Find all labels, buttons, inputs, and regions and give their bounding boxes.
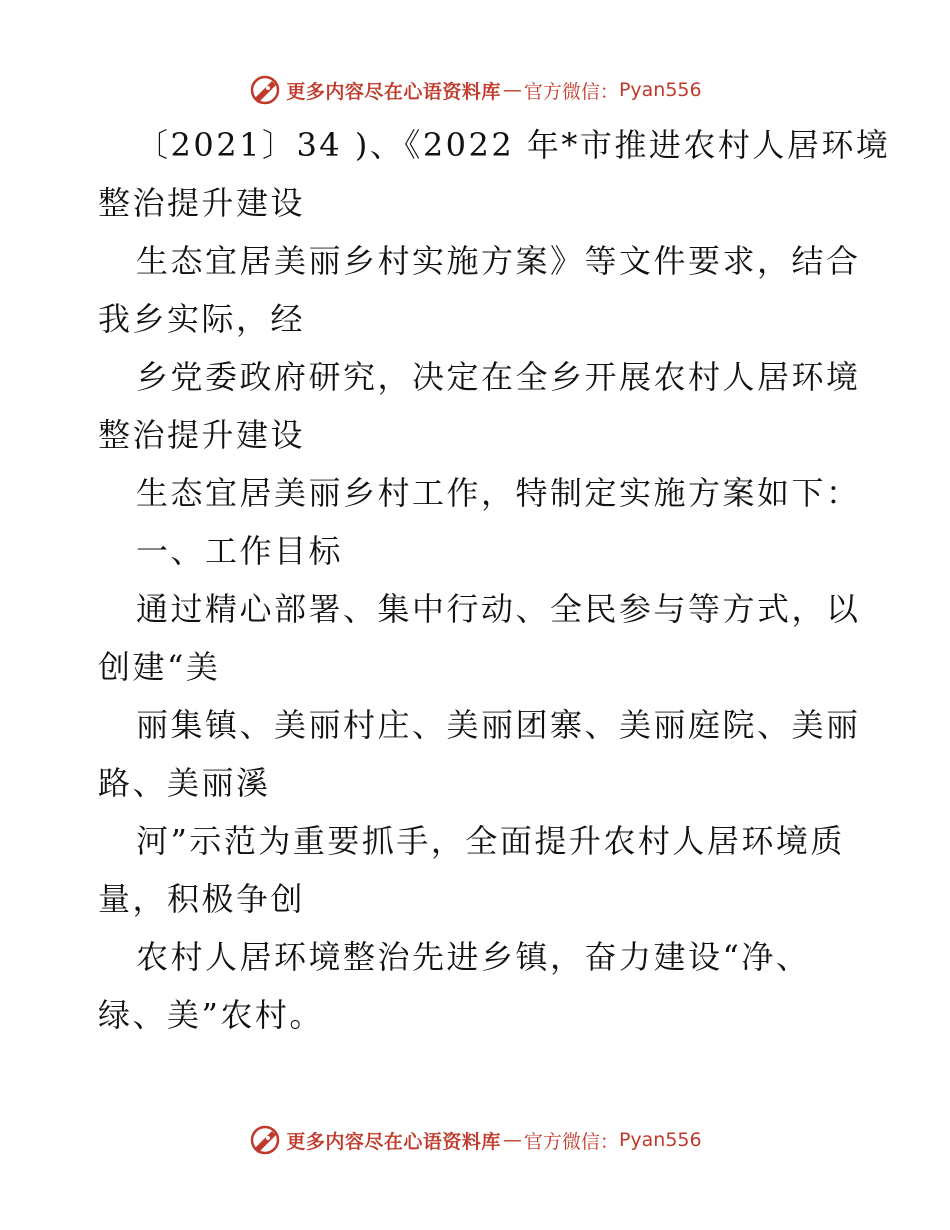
text-line: 路、美丽溪 <box>98 764 271 802</box>
watermark-site-text: 更多内容尽在心语资料库 <box>286 1130 501 1153</box>
pen-nib-circle-icon <box>248 1123 282 1157</box>
pen-nib-circle-icon <box>248 73 282 107</box>
text-line: 整治提升建设 <box>98 416 306 454</box>
text-line: 乡党委政府研究，决定在全乡开展农村人居环境 <box>136 358 861 396</box>
watermark-contact-label: 官方微信： <box>523 80 619 103</box>
watermark-separator: — <box>502 79 522 101</box>
watermark-separator: — <box>502 1129 522 1151</box>
watermark-site-text: 更多内容尽在心语资料库 <box>286 80 501 103</box>
text-line: 〔2021〕34 )、《2022 年*市推进农村人居环境 <box>136 126 891 164</box>
text-line: 我乡实际，经 <box>98 300 306 338</box>
footer-watermark <box>0 1120 950 1160</box>
watermark-contact-handle: Pyan556 <box>618 1129 702 1151</box>
text-line: 农村人居环境整治先进乡镇，奋力建设“净、 <box>136 938 811 976</box>
text-line: 生态宜居美丽乡村实施方案》等文件要求，结合 <box>136 242 861 280</box>
text-line: 整治提升建设 <box>98 184 306 222</box>
document-body <box>98 116 891 1044</box>
header-watermark <box>0 70 950 110</box>
text-line: 河”示范为重要抓手，全面提升农村人居环境质 <box>136 822 845 860</box>
text-line: 生态宜居美丽乡村工作，特制定实施方案如下： <box>136 474 861 512</box>
text-line: 量，积极争创 <box>98 880 306 918</box>
text-line: 绿、美”农村。 <box>98 996 324 1034</box>
section-heading: 一、工作目标 <box>136 532 344 570</box>
text-line: 通过精心部署、集中行动、全民参与等方式，以 <box>136 590 861 628</box>
text-line: 丽集镇、美丽村庄、美丽团寨、美丽庭院、美丽 <box>136 706 861 744</box>
text-line: 创建“美 <box>98 648 221 686</box>
watermark-contact-handle: Pyan556 <box>618 79 702 101</box>
watermark-contact-label: 官方微信： <box>523 1130 619 1153</box>
